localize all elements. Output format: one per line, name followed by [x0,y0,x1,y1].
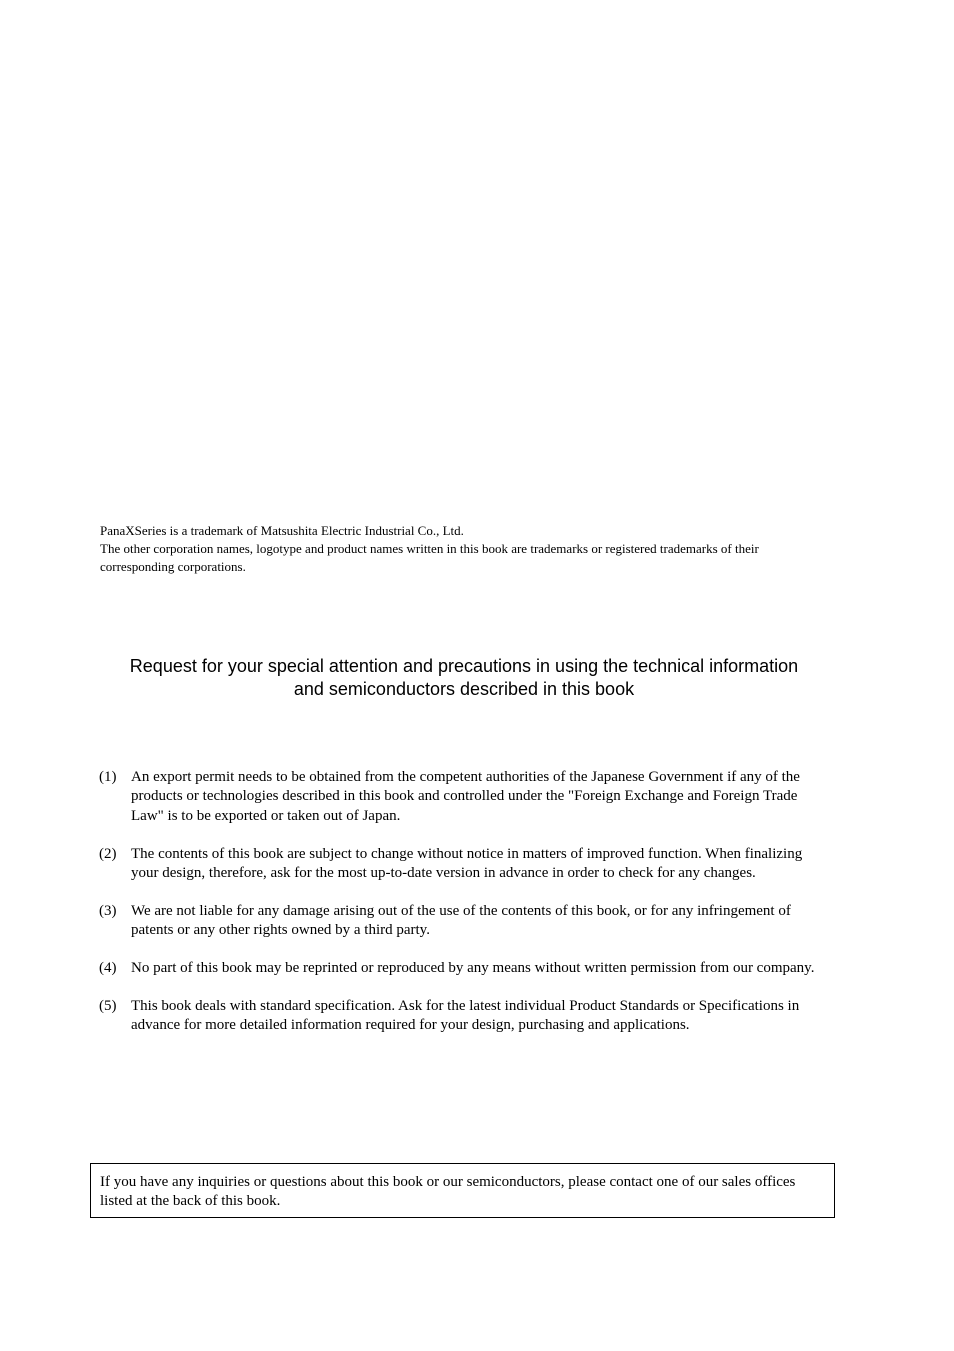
heading-line-1: Request for your special attention and precautions in using the technical information [129,656,799,676]
trademark-notice [100,522,830,576]
heading-line-2: and semiconductors described in this book [293,678,635,699]
contact-notice-box [90,1163,835,1218]
precautions-heading [90,655,838,700]
precaution-number: (3) [99,902,117,919]
precaution-number: (5) [99,998,117,1015]
precaution-number: (1) [99,769,117,785]
trademark-line-other-corporations: The other corporation names, logotype and product names written in this book are trademarks or registered trademarks of their corresponding corporations. [100,541,759,574]
precaution-text: An export permit needs to be obtained from the competent authorities of the Japanese Government if any of the products or technologies described in this book and controlled under the "Foreign Exchange and Foreign Trade Law" is to be exported or taken out of Japan. [131,769,800,824]
precaution-number: (4) [99,960,117,977]
precaution-item-2 [99,845,829,884]
trademark-line-panaxseries: PanaXSeries is a trademark of Matsushita Electric Industrial Co., Ltd. [100,523,464,538]
precaution-text: This book deals with standard specification. Ask for the latest individual Product Standards or Specifications in advance for more detailed information required for your design, purchasing and applications. [131,998,800,1034]
precaution-item-3 [99,902,829,941]
precaution-item-4 [99,959,829,978]
precautions-list [99,768,829,1054]
precaution-item-5 [99,997,829,1036]
precaution-text: No part of this book may be reprinted or reproduced by any means without written permission from our company. [131,960,815,977]
precaution-text: We are not liable for any damage arising out of the use of the contents of this book, or for any infringement of patents or any other rights owned by a third party. [131,902,791,939]
precaution-text: The contents of this book are subject to change without notice in matters of improved function. When finalizing your design, therefore, ask for the most up-to-date version in advance in order to check for any changes. [131,845,803,881]
precaution-number: (2) [99,845,117,862]
precaution-item-1 [99,768,829,826]
contact-notice-text: If you have any inquiries or questions about this book or our semiconductors, please contact one of our sales offices listed at the back of this book. [100,1174,796,1210]
